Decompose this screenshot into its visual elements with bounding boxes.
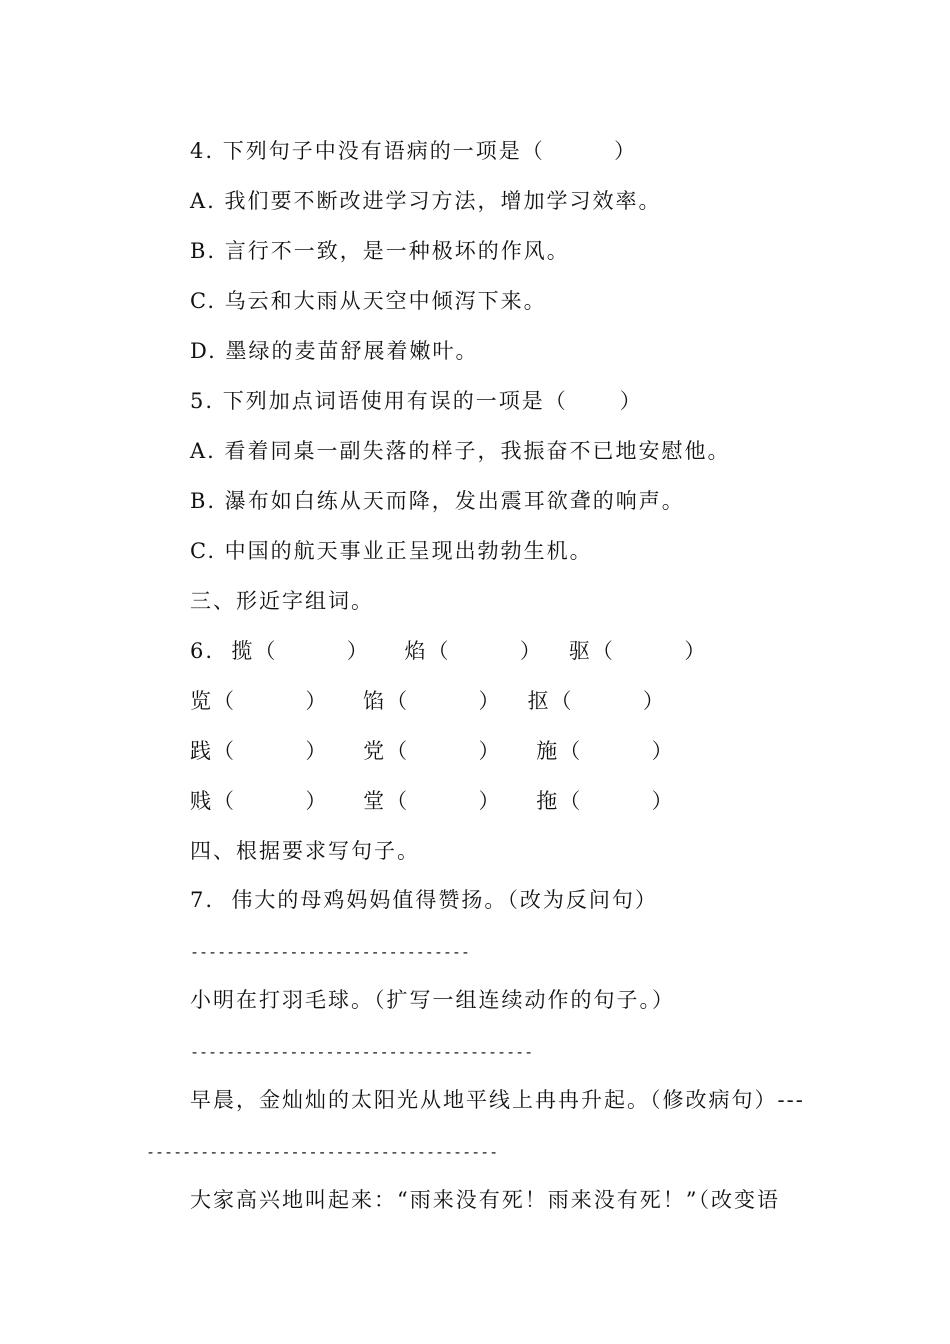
section3-title: 三、形近字组词。 bbox=[190, 589, 374, 613]
q4-option-b: B. 言行不一致，是一种极坏的作风。 bbox=[190, 239, 570, 263]
fix-sentence-prompt: 早晨，金灿灿的太阳光从地平线上冉冉升起。（修改病句）--- bbox=[190, 1088, 805, 1112]
fix-sentence-blank: --------------------------------------- bbox=[146, 1143, 499, 1161]
q4-option-a: A. 我们要不断改进学习方法，增加学习效率。 bbox=[190, 189, 662, 213]
similar-chars-row-3: 践（ ） 党（ ） 施（ ） bbox=[190, 739, 675, 763]
q7-prompt: 7. 伟大的母鸡妈妈值得赞扬。（改为反问句） bbox=[190, 888, 658, 912]
q7-answer-blank: ------------------------------- bbox=[190, 943, 470, 961]
q5-option-c: C. 中国的航天事业正呈现出勃勃生机。 bbox=[190, 539, 593, 563]
similar-chars-row-1: 6. 揽（ ） 焰（ ） 驱（ ） bbox=[190, 639, 708, 663]
similar-chars-row-2: 览（ ） 馅（ ） 抠（ ） bbox=[190, 689, 666, 713]
similar-chars-row-4: 贱（ ） 堂（ ） 拖（ ） bbox=[190, 789, 675, 813]
change-speech-prompt: 大家高兴地叫起来：“雨来没有死！雨来没有死！”（改变语 bbox=[190, 1188, 780, 1212]
expand-sentence-blank: -------------------------------------- bbox=[190, 1043, 534, 1061]
q4-option-d: D. 墨绿的麦苗舒展着嫩叶。 bbox=[190, 339, 479, 363]
section4-title: 四、根据要求写句子。 bbox=[190, 839, 420, 863]
expand-sentence-prompt: 小明在打羽毛球。（扩写一组连续动作的句子。） bbox=[190, 988, 675, 1012]
q5-option-b: B. 瀑布如白练从天而降，发出震耳欲聋的响声。 bbox=[190, 489, 685, 513]
q5-option-a: A. 看着同桌一副失落的样子，我振奋不已地安慰他。 bbox=[190, 439, 731, 463]
q4-option-c: C. 乌云和大雨从天空中倾泻下来。 bbox=[190, 289, 547, 313]
q4-stem: 4. 下列句子中没有语病的一项是（ ） bbox=[190, 139, 638, 163]
q5-stem: 5. 下列加点词语使用有误的一项是（ ） bbox=[190, 389, 643, 413]
